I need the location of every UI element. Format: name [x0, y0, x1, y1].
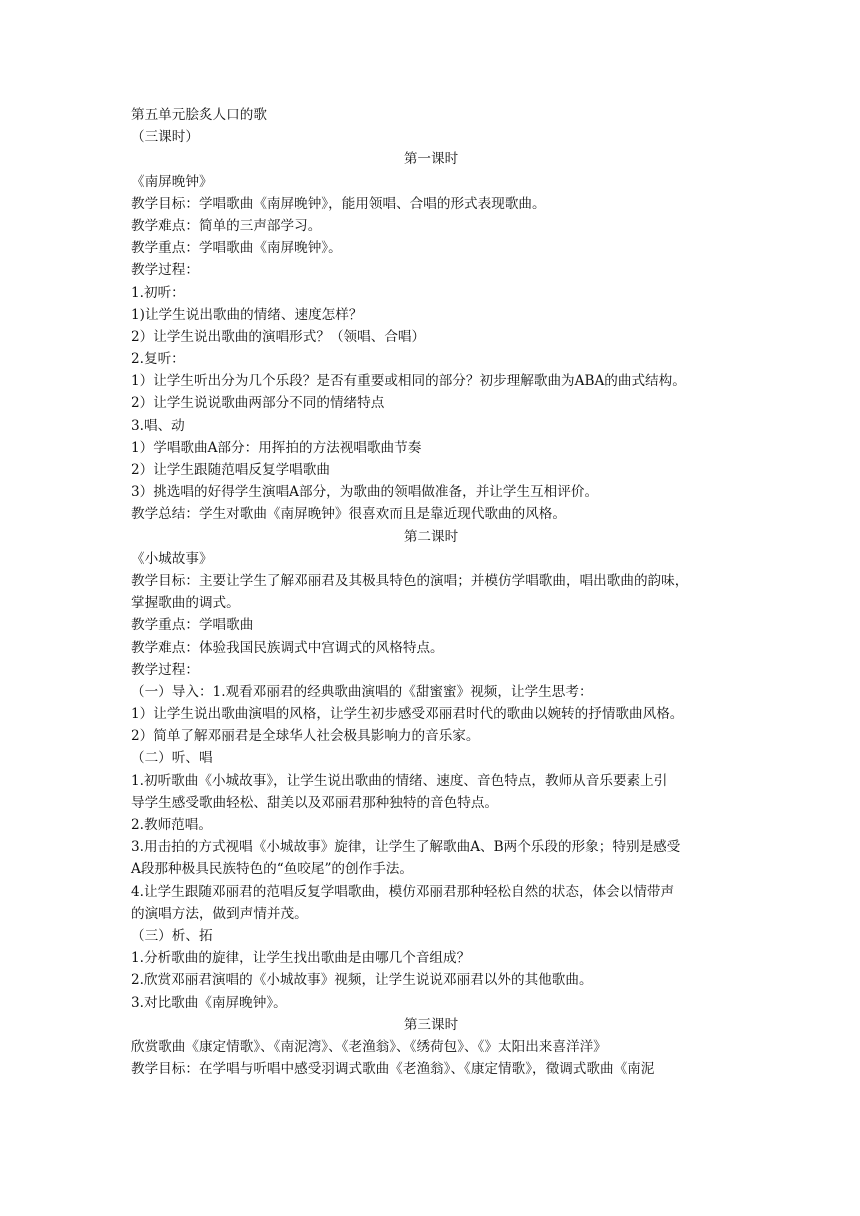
text-line: 4.让学生跟随邓丽君的范唱反复学唱歌曲，模仿邓丽君那种轻松自然的状态，体会以情带声: [131, 883, 675, 900]
text-line: 1.初听歌曲《小城故事》，让学生说出歌曲的情绪、速度、音色特点，教师从音乐要素上引: [131, 772, 668, 789]
text-line: 2.欣赏邓丽君演唱的《小城故事》视频，让学生说说邓丽君以外的其他歌曲。: [131, 972, 593, 989]
text-line: 教学难点：简单的三声部学习。: [131, 217, 322, 234]
text-line: 3.对比歌曲《南屏晚钟》。: [131, 994, 287, 1011]
text-line: 第五单元脍炙人口的歌: [131, 107, 267, 123]
text-line: 教学目标：学唱歌曲《南屏晚钟》，能用领唱、合唱的形式表现歌曲。: [131, 195, 546, 212]
document-body: [131, 104, 731, 1080]
text-line: 2）简单了解邓丽君是全球华人社会极具影响力的音乐家。: [131, 728, 480, 745]
text-line: A段那种极具民族特色的“鱼咬尾”的创作手法。: [131, 861, 413, 878]
text-line: （三课时）: [131, 129, 199, 146]
text-line: 导学生感受歌曲轻松、甜美以及邓丽君那种独特的音色特点。: [131, 794, 499, 811]
text-line: 欣赏歌曲《康定情歌》、《南泥湾》、《老渔翁》、《绣荷包》、《》太阳出来喜洋洋》: [131, 1038, 607, 1055]
text-line: 《南屏晚钟》: [131, 173, 213, 190]
text-line: 1）学唱歌曲A部分：用挥拍的方法视唱歌曲节奏: [131, 439, 422, 456]
text-line: 教学总结：学生对歌曲《南屏晚钟》很喜欢而且是靠近现代歌曲的风格。: [131, 506, 566, 523]
text-line: 3.唱、动: [131, 417, 185, 434]
text-line: 教学目标：在学唱与听唱中感受羽调式歌曲《老渔翁》、《康定情歌》，徵调式歌曲《南泥: [131, 1061, 655, 1078]
text-line: 1)让学生说出歌曲的情绪、速度怎样？: [131, 306, 363, 323]
text-line: 3.用击拍的方式视唱《小城故事》旋律，让学生了解歌曲A、B两个乐段的形象；特别是感受: [131, 839, 681, 856]
text-line: 教学过程：: [131, 262, 199, 279]
text-line: 2）让学生说出歌曲的演唱形式？（领唱、合唱）: [131, 328, 426, 345]
text-line: 2.复听：: [131, 351, 185, 368]
text-line: 1）让学生听出分为几个乐段？是否有重要或相同的部分？初步理解歌曲为ABA的曲式结构。: [131, 373, 686, 390]
text-line: （二）听、唱: [131, 750, 213, 767]
text-line: 教学重点：学唱歌曲《南屏晚钟》。: [131, 240, 342, 257]
text-line: （三）析、拓: [131, 927, 213, 944]
text-line: 2）让学生跟随范唱反复学唱歌曲: [131, 462, 330, 478]
text-line: 教学过程：: [131, 661, 199, 678]
text-line: 掌握歌曲的调式。: [131, 595, 240, 612]
section-heading: 第一课时: [403, 151, 459, 168]
text-line: 《小城故事》: [131, 550, 213, 567]
section-heading: 第二课时: [403, 528, 459, 545]
text-line: 教学目标：主要让学生了解邓丽君及其极具特色的演唱；并模仿学唱歌曲，唱出歌曲的韵味，: [131, 572, 689, 589]
text-line: 的演唱方法，做到声情并茂。: [131, 905, 308, 922]
text-line: 3）挑选唱的好得学生演唱A部分，为歌曲的领唱做准备，并让学生互相评价。: [131, 484, 599, 501]
text-line: 1.分析歌曲的旋律，让学生找出歌曲是由哪几个音组成？: [131, 950, 471, 967]
text-line: 2）让学生说说歌曲两部分不同的情绪特点: [131, 395, 385, 412]
text-line: 2.教师范唱。: [131, 817, 212, 833]
text-line: 教学难点：体验我国民族调式中宫调式的风格特点。: [131, 639, 444, 656]
text-line: 1.初听：: [131, 284, 185, 301]
text-line: 1）让学生说出歌曲演唱的风格，让学生初步感受邓丽君时代的歌曲以婉转的抒情歌曲风格。: [131, 706, 684, 723]
text-line: （一）导入：1.观看邓丽君的经典歌曲演唱的《甜蜜蜜》视频，让学生思考：: [131, 683, 593, 700]
section-heading: 第三课时: [403, 1016, 459, 1033]
text-line: 教学重点：学唱歌曲: [131, 617, 254, 634]
